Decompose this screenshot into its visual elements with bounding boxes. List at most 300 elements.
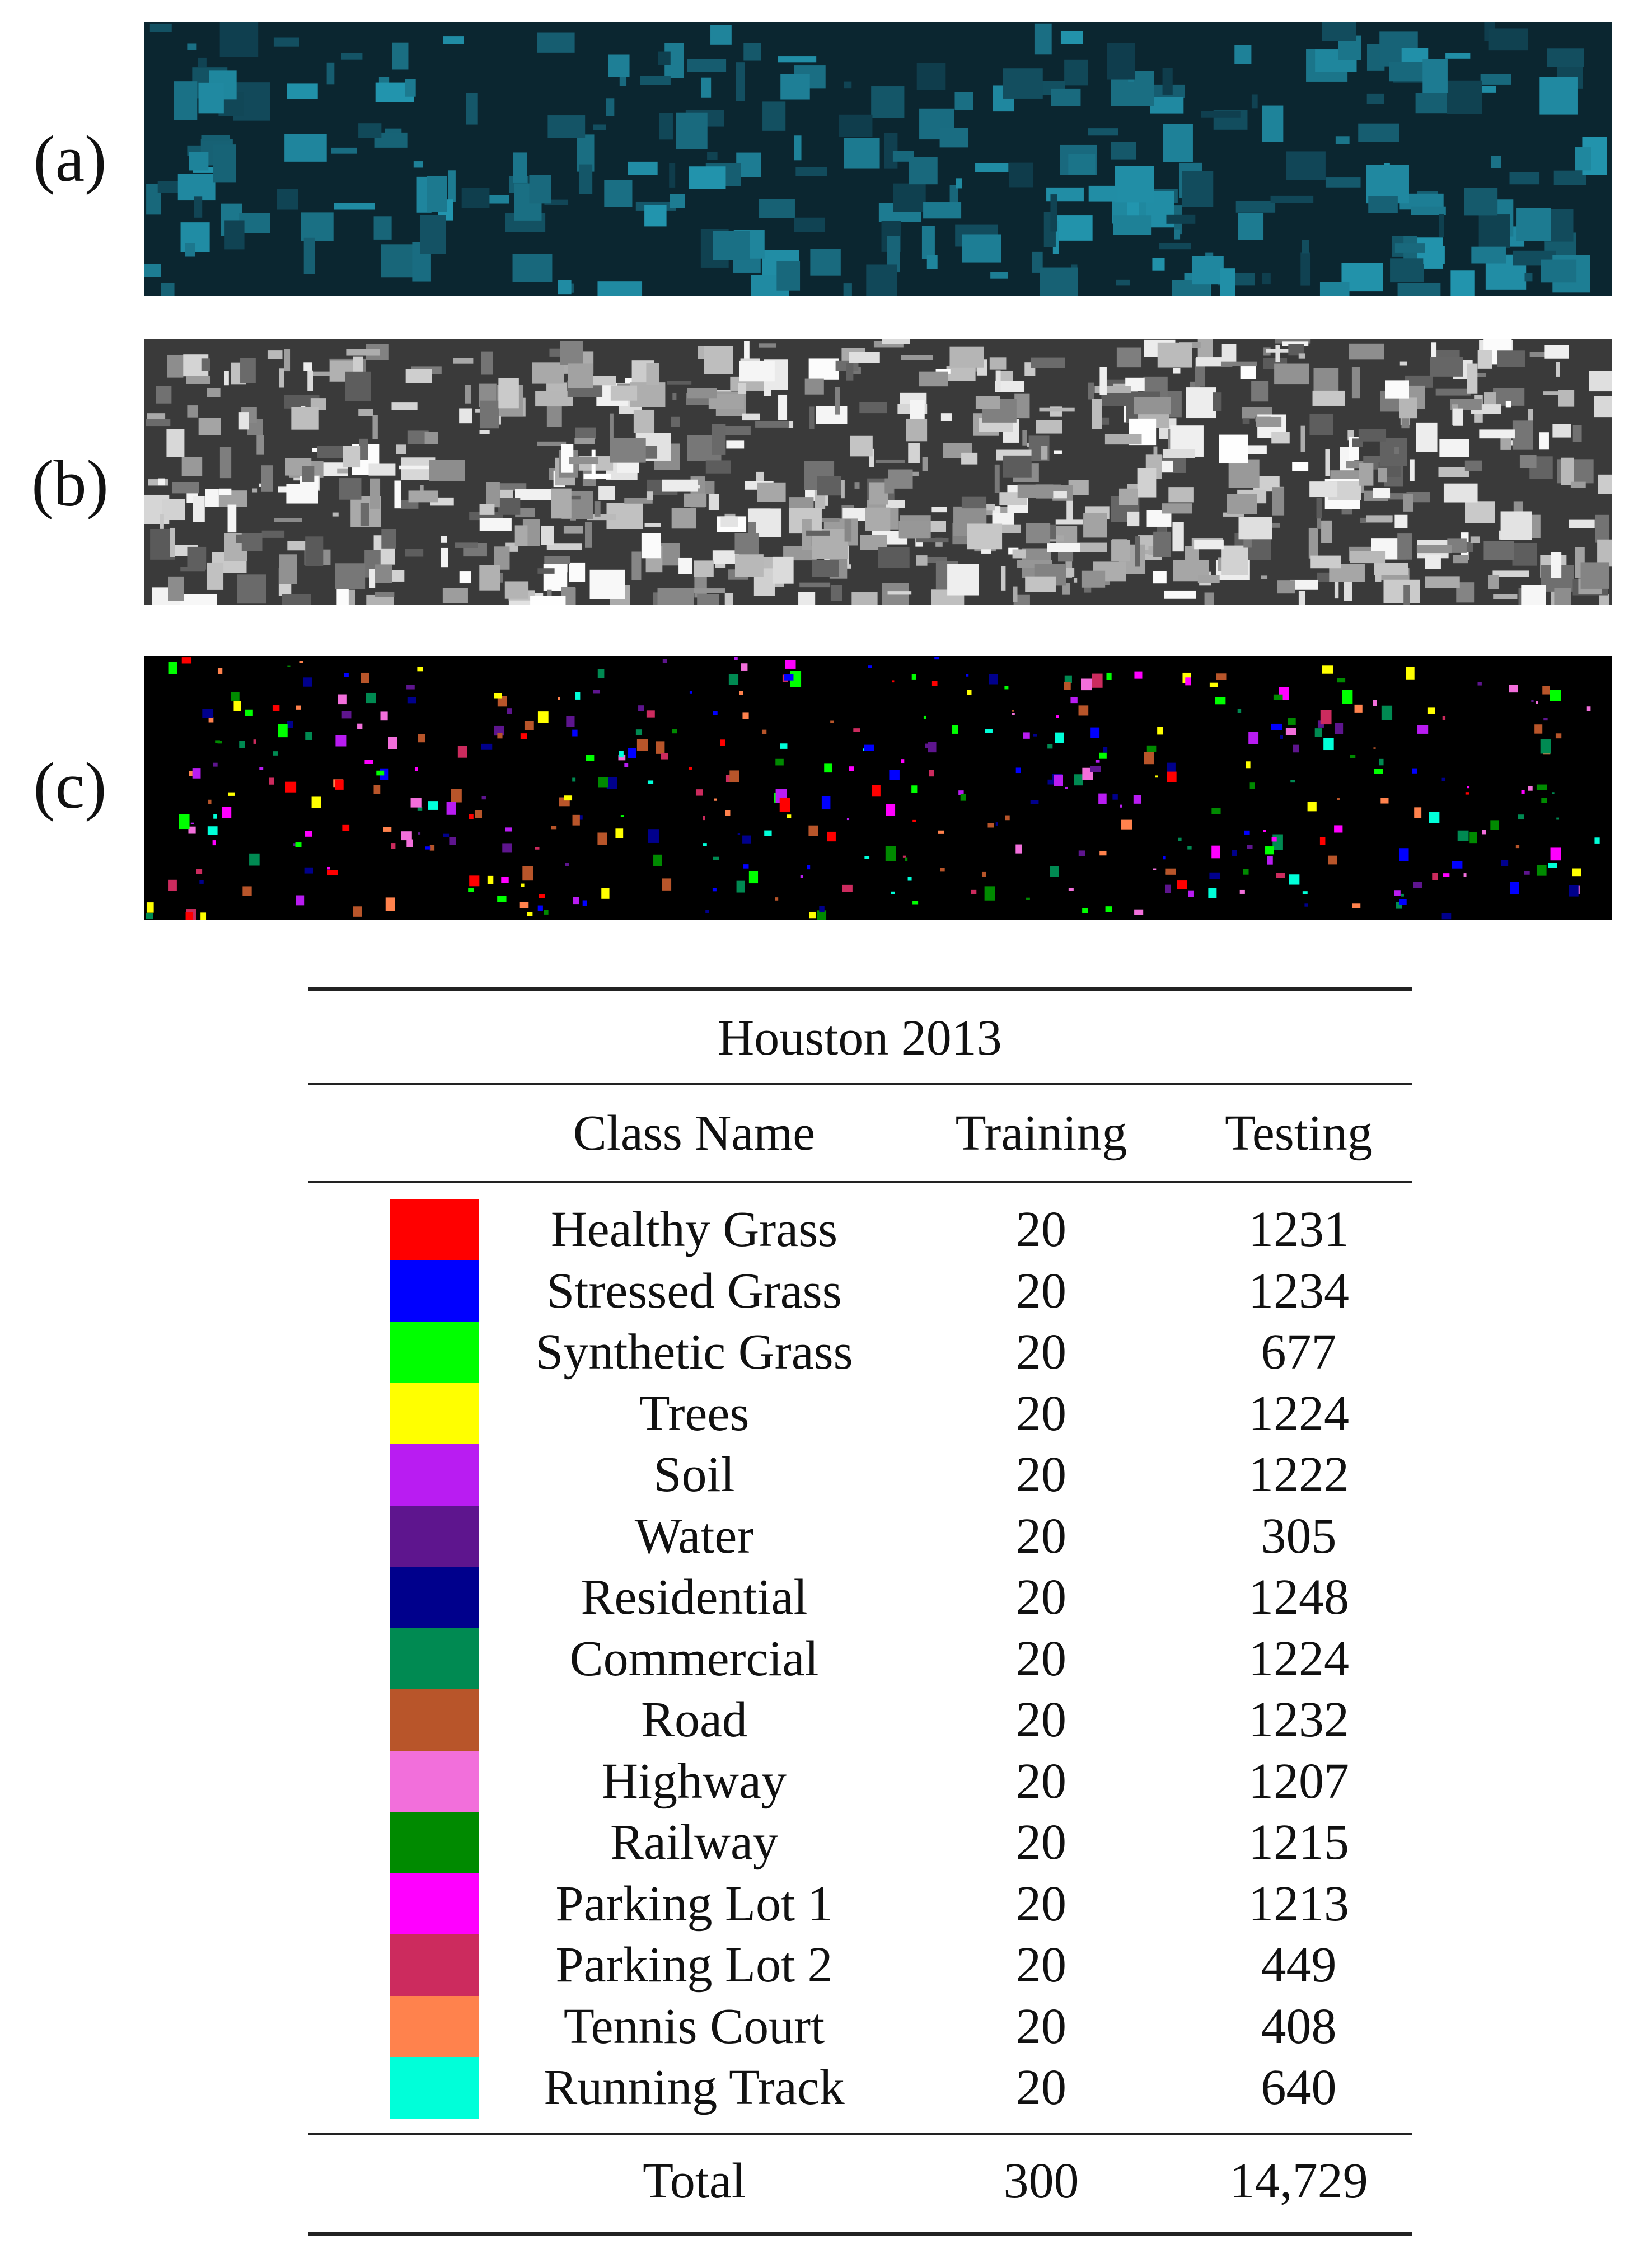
building-shape [530, 596, 565, 605]
building-shape [866, 264, 897, 296]
labeled-pixel [169, 662, 177, 674]
building-shape [990, 272, 1008, 279]
labeled-pixel [1308, 802, 1317, 811]
building-shape [1541, 260, 1576, 283]
building-shape [967, 523, 1002, 549]
building-shape [809, 406, 815, 429]
labeled-pixel [1244, 831, 1250, 835]
labeled-pixel [662, 878, 671, 890]
training-count: 20 [1016, 1202, 1066, 1257]
building-shape [274, 38, 299, 47]
building-shape [1119, 489, 1138, 505]
building-shape [448, 170, 456, 202]
building-shape [1238, 213, 1263, 240]
class-name: Commercial [569, 1630, 819, 1686]
building-shape [631, 551, 641, 580]
building-shape [1272, 487, 1284, 516]
building-shape [1173, 368, 1180, 374]
labeled-pixel [1541, 739, 1551, 754]
labeled-pixel [1373, 747, 1375, 749]
building-shape [1390, 258, 1424, 282]
labeled-pixel [1265, 846, 1274, 854]
labeled-pixel [451, 789, 462, 803]
labeled-pixel [615, 828, 623, 838]
labeled-pixel [254, 739, 256, 744]
building-shape [1595, 515, 1609, 543]
building-shape [261, 465, 273, 492]
building-shape [256, 435, 264, 455]
building-shape [798, 592, 815, 605]
building-shape [1039, 408, 1074, 412]
labeled-pixel [527, 912, 533, 916]
labeled-pixel [1551, 847, 1561, 860]
panel-label-a: (a) [33, 122, 107, 195]
building-shape [916, 555, 928, 566]
labeled-pixel [1054, 775, 1063, 786]
building-shape [1116, 280, 1130, 286]
building-shape [1352, 367, 1360, 398]
labeled-pixel [985, 729, 992, 733]
building-shape [1439, 439, 1469, 457]
labeled-pixel [1374, 769, 1383, 774]
labeled-pixel [648, 780, 653, 784]
labeled-pixel [565, 863, 569, 866]
labeled-pixel [1290, 780, 1295, 782]
labeled-pixel [335, 735, 346, 746]
building-shape [569, 563, 585, 582]
labeled-pixel [299, 661, 303, 663]
building-shape [1107, 43, 1135, 80]
building-shape [1453, 555, 1468, 563]
training-count: 20 [1016, 2060, 1066, 2115]
building-shape [949, 347, 984, 368]
building-shape [931, 507, 947, 512]
labeled-pixel [1355, 705, 1363, 713]
building-shape [776, 261, 800, 290]
labeled-pixel [1304, 903, 1308, 906]
labeled-pixel [1320, 837, 1326, 845]
header-testing: Testing [1225, 1105, 1373, 1161]
class-color-swatch [390, 1506, 479, 1567]
building-shape [1182, 171, 1213, 207]
building-shape [611, 386, 637, 401]
labeled-pixel [742, 712, 748, 719]
building-shape [704, 346, 733, 374]
building-shape [1256, 417, 1281, 427]
building-shape [187, 405, 198, 418]
building-shape [220, 447, 231, 478]
building-shape [744, 341, 750, 359]
labeled-pixel [940, 868, 945, 872]
labeled-pixel [891, 892, 895, 894]
building-shape [443, 36, 464, 44]
labeled-pixel [1271, 724, 1282, 730]
labeled-pixel [1065, 787, 1068, 789]
building-shape [817, 476, 841, 495]
labeled-pixel [737, 881, 745, 893]
labeled-pixel [637, 739, 648, 751]
building-shape [1410, 459, 1415, 481]
building-shape [465, 385, 471, 403]
building-shape [201, 135, 230, 140]
labeled-pixel [1303, 891, 1308, 894]
labeled-pixel [586, 755, 594, 761]
building-shape [1398, 283, 1441, 296]
labeled-pixel [1482, 830, 1486, 834]
labeled-pixel [147, 902, 154, 913]
building-shape [962, 497, 986, 508]
building-shape [462, 188, 490, 208]
building-shape [304, 238, 315, 274]
labeled-pixel [501, 877, 508, 883]
labeled-pixel [222, 807, 231, 818]
labeled-pixel [743, 864, 748, 869]
building-shape [956, 178, 962, 188]
building-shape [287, 541, 308, 550]
labeled-pixel [521, 733, 527, 739]
labeled-pixel [386, 897, 395, 911]
building-shape [759, 199, 795, 218]
labeled-pixel [1055, 733, 1064, 743]
building-shape [676, 113, 708, 149]
building-shape [569, 457, 598, 464]
building-shape [1194, 540, 1224, 549]
building-shape [689, 166, 725, 189]
testing-count: 1207 [1248, 1753, 1349, 1809]
building-shape [277, 189, 298, 209]
building-shape [1088, 383, 1094, 400]
labeled-pixel [1153, 869, 1157, 870]
building-shape [515, 525, 528, 546]
labeled-pixel [1543, 718, 1547, 720]
labeled-pixel [502, 843, 512, 852]
building-shape [799, 583, 830, 588]
labeled-pixel [218, 741, 222, 743]
building-shape [372, 415, 377, 439]
labeled-pixel [551, 826, 556, 829]
building-shape [1163, 124, 1193, 162]
labeled-pixel [1452, 861, 1463, 869]
building-shape [1221, 362, 1257, 366]
building-shape [1313, 391, 1345, 406]
building-shape [529, 175, 551, 204]
building-shape [1524, 273, 1532, 282]
building-shape [1241, 366, 1256, 379]
building-shape [1138, 468, 1157, 497]
building-shape [399, 466, 430, 470]
building-shape [1061, 31, 1083, 44]
labeled-pixel [729, 770, 739, 782]
labeled-pixel [1033, 734, 1037, 736]
building-shape [166, 429, 184, 457]
labeled-pixel [1315, 728, 1322, 737]
building-shape [359, 439, 368, 460]
labeled-pixel [1501, 860, 1508, 866]
building-shape [1111, 540, 1130, 561]
building-shape [1430, 357, 1463, 376]
labeled-pixel [656, 741, 665, 754]
training-count: 20 [1016, 1815, 1066, 1870]
building-shape [345, 372, 371, 401]
building-shape [598, 486, 615, 500]
labeled-pixel [696, 789, 703, 795]
labeled-pixel [1185, 677, 1191, 685]
building-shape [1394, 515, 1407, 528]
building-shape [634, 410, 654, 433]
building-shape [331, 148, 357, 154]
building-shape [725, 593, 733, 605]
building-shape [646, 363, 659, 385]
building-shape [1467, 364, 1477, 394]
total-label: Total [643, 2153, 746, 2209]
labeled-pixel [296, 706, 301, 710]
building-shape [909, 157, 938, 184]
class-color-swatch [390, 1751, 479, 1812]
building-shape [812, 560, 839, 577]
building-shape [1082, 571, 1105, 588]
building-shape [795, 167, 827, 176]
class-color-swatch [390, 1444, 479, 1506]
building-shape [420, 215, 446, 254]
labeled-pixel [418, 734, 425, 742]
labeled-pixel [886, 804, 895, 816]
labeled-pixel [638, 705, 644, 711]
table-bottom-rule [308, 2232, 1412, 2236]
labeled-pixel [1238, 709, 1241, 713]
labeled-pixel [1274, 695, 1283, 700]
building-shape [647, 491, 653, 500]
building-shape [1309, 481, 1337, 497]
labeled-pixel [558, 697, 560, 700]
building-shape [604, 180, 632, 207]
labeled-pixel [373, 785, 380, 794]
labeled-pixel [1050, 866, 1059, 877]
testing-count: 305 [1261, 1508, 1337, 1564]
building-shape [1003, 456, 1032, 478]
labeled-pixel [908, 877, 912, 881]
building-shape [1501, 511, 1532, 540]
labeled-pixel [1246, 761, 1251, 768]
labeled-pixel [1215, 697, 1226, 705]
labeled-pixel [1412, 769, 1417, 774]
testing-count: 408 [1261, 1998, 1337, 2054]
building-shape [305, 536, 323, 566]
building-shape [809, 358, 839, 379]
building-shape [1262, 273, 1271, 284]
building-shape [1571, 482, 1586, 488]
labeled-pixel [703, 816, 705, 820]
building-shape [1099, 367, 1107, 395]
building-shape [590, 376, 616, 385]
labeled-pixel [1373, 700, 1377, 706]
labeled-pixel [1432, 873, 1438, 880]
labeled-pixel [1587, 706, 1591, 711]
hyperspectral-image-panel [144, 22, 1612, 296]
labeled-pixel [538, 906, 543, 911]
labeled-pixel [1232, 850, 1237, 856]
labeled-pixel [388, 737, 397, 749]
building-shape [810, 249, 840, 276]
labeled-pixel [208, 826, 218, 835]
building-shape [1397, 533, 1412, 560]
labeled-pixel [1509, 685, 1518, 693]
labeled-pixel [1464, 873, 1467, 877]
labeled-pixel [886, 846, 896, 861]
labeled-pixel [146, 913, 153, 919]
labeled-pixel [443, 834, 449, 837]
testing-count: 1224 [1248, 1630, 1349, 1686]
labeled-pixel [1248, 732, 1258, 744]
labeled-pixel [342, 825, 349, 831]
labeled-pixel [1417, 725, 1428, 734]
building-shape [219, 489, 231, 495]
labeled-pixel [1147, 746, 1157, 752]
building-shape [1299, 353, 1305, 358]
building-shape [1164, 591, 1196, 599]
labeled-pixel [1276, 873, 1285, 878]
building-shape [888, 470, 912, 489]
building-shape [667, 381, 691, 385]
labeled-pixel [713, 711, 718, 715]
building-shape [198, 83, 223, 114]
building-shape [1213, 392, 1221, 411]
labeled-pixel [1272, 837, 1277, 841]
building-shape [302, 466, 314, 482]
labeled-pixel [961, 794, 966, 801]
labeled-pixel [1490, 820, 1499, 830]
labeled-pixel [418, 832, 420, 835]
building-shape [610, 438, 645, 463]
labeled-pixel [425, 846, 430, 849]
building-shape [712, 424, 725, 455]
building-shape [672, 393, 676, 400]
class-color-swatch [390, 1628, 479, 1690]
training-count: 20 [1016, 1447, 1066, 1502]
building-shape [441, 548, 448, 567]
building-shape [871, 86, 904, 118]
building-shape [480, 430, 490, 434]
labeled-pixel [1524, 871, 1530, 875]
labeled-pixel [1379, 759, 1384, 765]
building-shape [443, 588, 468, 603]
building-shape [923, 457, 928, 471]
training-count: 20 [1016, 1876, 1066, 1932]
labeled-pixel [1516, 845, 1519, 848]
panel-label-b: (b) [31, 447, 109, 520]
building-shape [585, 522, 592, 548]
labeled-pixel [342, 711, 352, 719]
building-shape [1047, 543, 1080, 552]
labeled-pixel [583, 900, 587, 906]
labeled-pixel [785, 660, 795, 669]
labeled-pixel [1401, 894, 1404, 897]
building-shape [1326, 177, 1361, 188]
building-shape [180, 594, 217, 605]
building-shape [947, 366, 976, 381]
labeled-pixel [1031, 800, 1039, 804]
class-name: Trees [639, 1385, 750, 1441]
labeled-pixel [449, 837, 456, 845]
labeled-pixel [648, 829, 659, 843]
labeled-pixel [572, 777, 575, 781]
labeled-pixel [1335, 723, 1343, 734]
labeled-pixel [1442, 913, 1452, 919]
labeled-pixel [690, 691, 692, 694]
building-shape [178, 174, 216, 200]
building-shape [486, 482, 500, 508]
labeled-pixel [357, 724, 362, 729]
building-shape [193, 496, 205, 522]
building-shape [849, 352, 880, 363]
building-shape [1422, 59, 1448, 93]
labeled-pixel [538, 711, 549, 723]
labeled-pixel [729, 674, 738, 685]
building-shape [816, 406, 847, 424]
labeled-pixel [713, 888, 717, 892]
building-shape [453, 358, 473, 363]
building-shape [558, 280, 571, 295]
labeled-pixel [242, 886, 251, 896]
building-shape [369, 569, 376, 588]
labeled-pixel [849, 766, 854, 771]
building-shape [1054, 450, 1062, 453]
building-shape [335, 563, 365, 589]
labeled-pixel [784, 674, 793, 681]
building-shape [1464, 188, 1497, 215]
building-shape [224, 220, 244, 249]
labeled-pixel [273, 705, 279, 711]
labeled-pixel [1188, 891, 1194, 897]
class-color-swatch [390, 2057, 479, 2119]
labeled-pixel [929, 770, 934, 776]
building-shape [1506, 401, 1511, 407]
building-shape [1036, 420, 1062, 433]
building-shape [358, 123, 381, 138]
labeled-pixel [1548, 863, 1557, 868]
labeled-pixel [1243, 869, 1248, 875]
labeled-pixel [801, 875, 803, 878]
building-shape [736, 62, 745, 101]
building-shape [662, 480, 698, 492]
building-shape [778, 395, 787, 420]
building-shape [1403, 494, 1413, 512]
building-shape [780, 74, 810, 100]
labeled-pixel [1211, 808, 1220, 814]
building-shape [481, 352, 493, 375]
labeled-pixel [1015, 845, 1022, 854]
building-shape [1349, 344, 1384, 360]
building-shape [213, 144, 236, 182]
building-shape [1150, 97, 1183, 113]
building-shape [739, 361, 775, 381]
building-shape [1163, 449, 1195, 458]
labeled-pixel [1106, 906, 1112, 912]
labeled-pixel [924, 716, 926, 719]
building-shape [1416, 423, 1438, 452]
labeled-pixel [1121, 820, 1132, 830]
building-shape [1013, 587, 1018, 602]
class-name: Railway [610, 1815, 778, 1870]
total-training: 300 [1003, 2153, 1079, 2209]
labeled-pixel [1163, 856, 1165, 860]
building-shape [831, 585, 842, 601]
labeled-pixel [353, 906, 362, 917]
building-shape [1403, 585, 1410, 605]
building-shape [846, 363, 853, 381]
building-shape [851, 592, 877, 605]
building-shape [1465, 501, 1495, 523]
building-shape [1436, 389, 1471, 396]
